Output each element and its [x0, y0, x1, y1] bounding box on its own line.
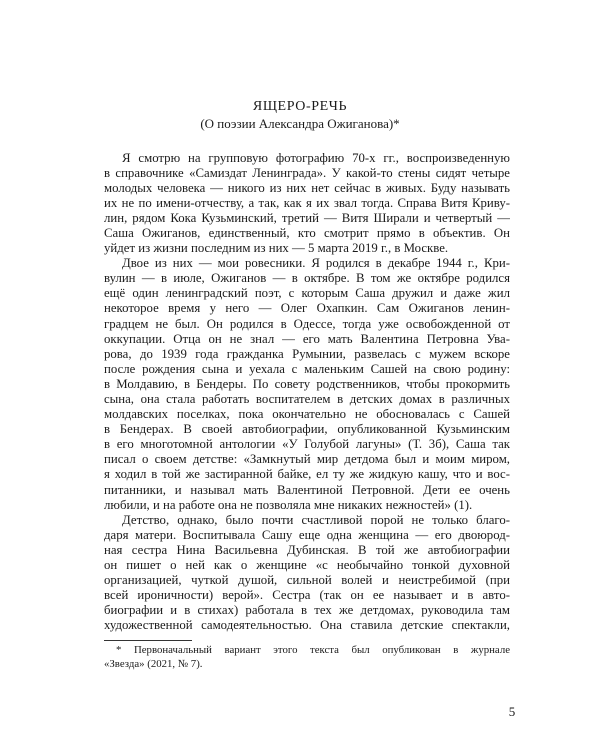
body-line: молодых человека — никого из них нет сейчас в живых. Буду называть [104, 180, 510, 195]
body-text [104, 151, 510, 634]
body-line: Детство, однако, было почти счастливой порой не только благо- [122, 512, 510, 527]
body-line: уйдет из жизни последним из них — 5 марта 2019 г., в Москве. [104, 241, 449, 256]
body-line: некоторое время у него — Олег Охапкин. Сам Ожиганов ленин- [104, 301, 510, 316]
body-line: сына, она стала работать воспитателем в детских домах в различных [104, 392, 510, 406]
body-line: биографии и в стихах) работала в тех же детдомах, руководила там [104, 603, 510, 618]
paragraph [104, 513, 510, 634]
body-line: молдавских поселках, пока окончательно не обосновалась с Сашей [104, 407, 510, 422]
section-title: ЯЩЕРО-РЕЧЬ [252, 99, 348, 114]
body-line: всей ироничности) верой». Сестра (так он ее называет и в авто- [104, 588, 510, 603]
body-line: писал о своем детстве: «Замкнутый мир детдома был и моим миром, [104, 452, 510, 467]
body-line: ная сестра Нина Васильевна Дубинская. В той же автобиографии [104, 542, 510, 557]
body-line: в справочнике «Самиздат Ленинграда». У какой-то стены сидят четыре [104, 165, 510, 180]
footnote [104, 643, 510, 671]
section-subtitle: (О поэзии Александра Ожиганова)* [200, 116, 400, 131]
body-line: ещё один ленинградский поэт, с которым Саша дружил и даже жил [104, 286, 510, 301]
body-line: Саша Ожиганов, единственный, кто смотрит прямо в объектив. Он [104, 225, 510, 240]
body-line: в его многотомной антологии «У Голубой лагуны» (Т. 3б), Саша так [104, 437, 510, 452]
body-line: даря матери. Воспитывала Сашу еще одна женщина — его двоюрод- [104, 527, 510, 542]
page-number: 5 [508, 704, 516, 719]
body-line: после рождения сына и уехала с маленьким Сашей на свою родину: [104, 361, 510, 376]
body-line: градцем не был. Он родился в Одессе, тогда уже освобожденной от [104, 316, 510, 331]
body-line: рова, до 1939 года гражданка Румынии, развелась с мужем вскоре [104, 346, 510, 361]
body-line: оккупации. Отца он не знал — его мать Валентина Петровна Ува- [104, 331, 510, 346]
body-line: лин, рядом Кока Кузьминский, третий — Витя Ширали и четвертый — [104, 210, 510, 225]
body-line: вулин — в июле, Ожиганов — в октябре. В том же октябре родился [104, 271, 510, 286]
body-line: организацией, чуткой душой, сильной волей и неистребимой (при [104, 573, 510, 588]
paragraph [104, 256, 510, 513]
body-line: любили, и на работе она не позволяла мне никаких нежностей» (1). [104, 497, 473, 512]
footnote-line: * Первоначальный вариант этого текста был опубликован в журнале [116, 644, 510, 656]
footnote-rule [104, 640, 192, 641]
body-line: Я смотрю на групповую фотографию 70-х гг., воспроизведенную [122, 150, 510, 165]
body-line: их не по имени-отчеству, а так, как я их звал тогда. Справа Витя Криву- [104, 195, 510, 210]
body-line: художественной самодеятельностью. Она ставила детские спектакли, [104, 618, 510, 633]
body-line: Двое из них — мои ровесники. Я родился в декабре 1944 г., Кри- [122, 256, 510, 271]
body-line: он пишет о ней как о женщине «с необычайно тонкой духовной [104, 558, 510, 573]
footnote-line: «Звезда» (2021, № 7). [104, 658, 203, 670]
body-line: в Бендерах. В своей автобиографии, опубликованной Кузьминским [104, 422, 510, 437]
body-line: в Молдавию, в Бендеры. По совету родственников, чтобы прокормить [104, 376, 510, 391]
body-line: я ходил в той же застиранной байке, ел ту же жидкую кашу, что и вос- [104, 467, 510, 482]
paragraph [104, 151, 510, 257]
body-line: питанники, и называл мать Валентиной Петровной. Дети ее очень [104, 482, 510, 497]
